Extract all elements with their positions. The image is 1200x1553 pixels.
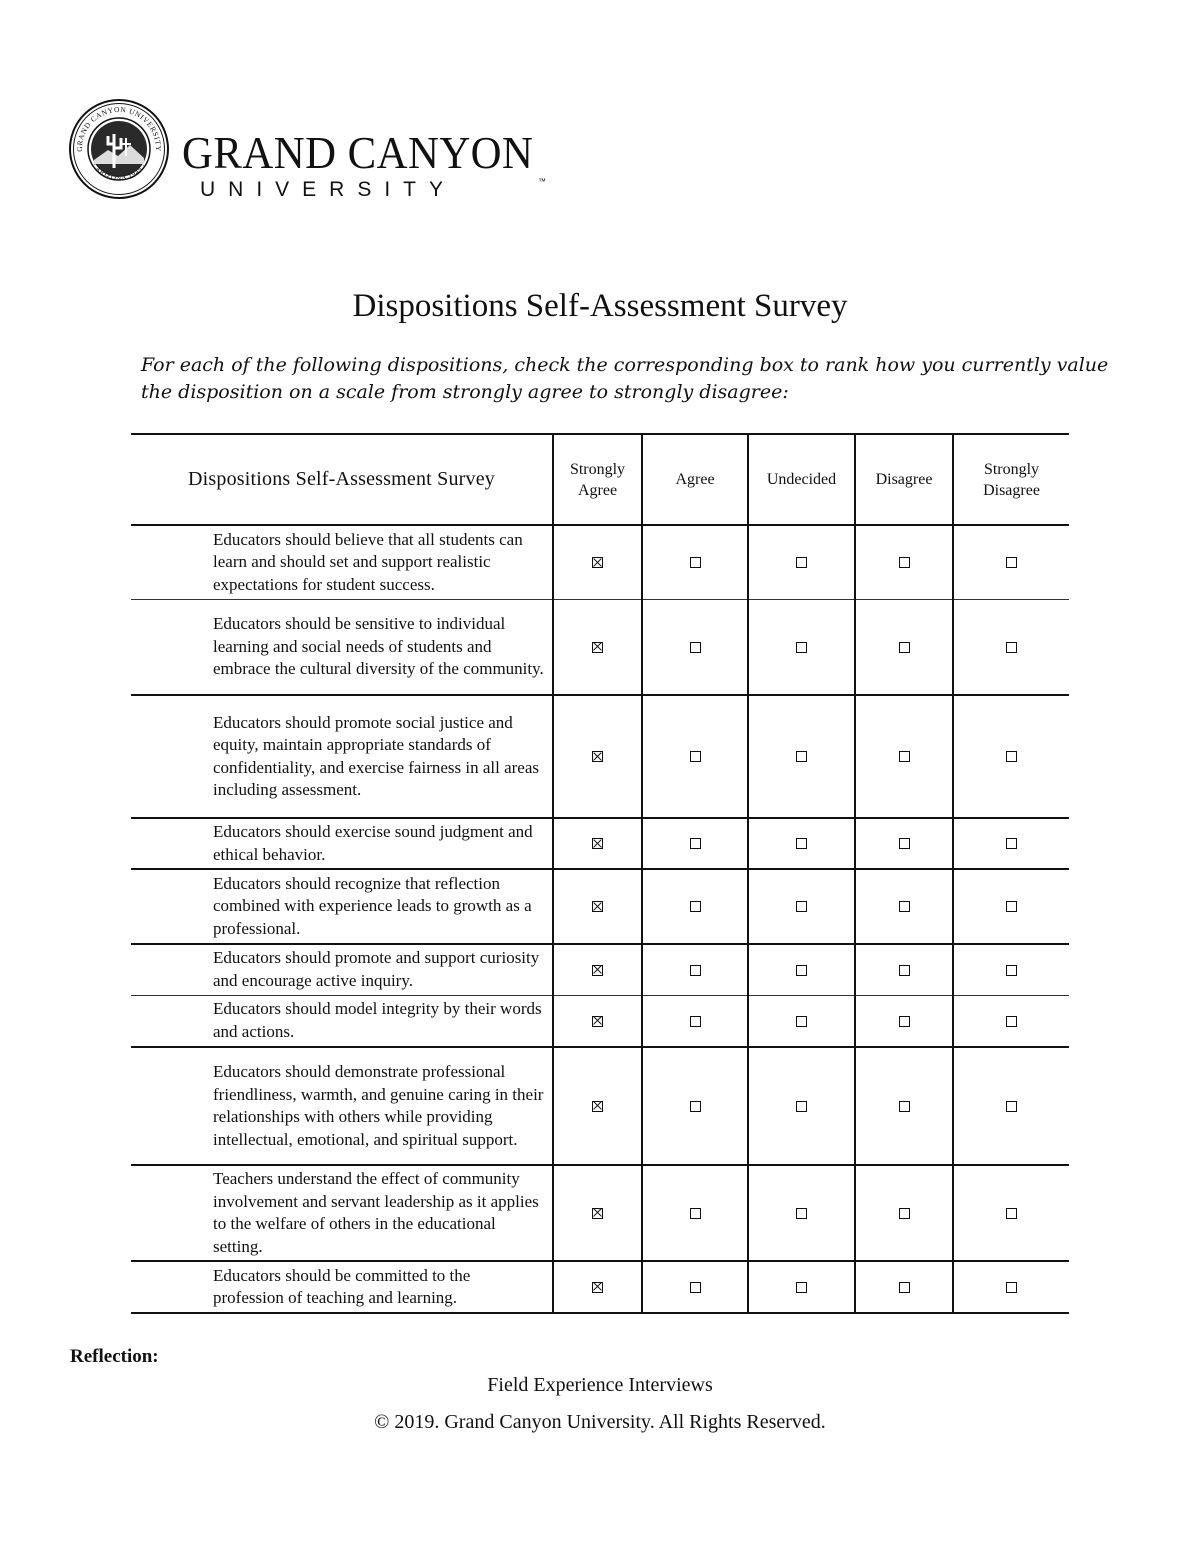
- disposition-statement: Educators should promote social justice and equity, maintain appropriate standards of confidentiality, and exercise fairness in all areas including assessment.: [213, 712, 540, 799]
- header-survey-title: Dispositions Self-Assessment Survey: [188, 468, 495, 490]
- disposition-statement: Educators should exercise sound judgment and ethical behavior.: [213, 822, 533, 864]
- empty-checkbox-icon[interactable]: [899, 642, 910, 653]
- disposition-statement: Educators should demonstrate professional friendliness, warmth, and genuine caring in their relationships with others while providing intellectual, emotional, and spiritual support.: [213, 1062, 544, 1149]
- rating-cell-strongly-disagree: [953, 869, 1069, 944]
- rating-cell-agree: [642, 995, 748, 1047]
- table-row: [131, 1047, 1069, 1165]
- empty-checkbox-icon[interactable]: [690, 1208, 701, 1219]
- checked-checkbox-icon[interactable]: [592, 1101, 603, 1112]
- rating-cell-strongly-disagree: [953, 525, 1069, 599]
- disposition-statement: Teachers understand the effect of community involvement and servant leadership as it applies to the welfare of others in the educational setting.: [213, 1169, 539, 1256]
- empty-checkbox-icon[interactable]: [1006, 1282, 1017, 1293]
- empty-checkbox-icon[interactable]: [899, 751, 910, 762]
- rating-cell-strongly-disagree: [953, 1047, 1069, 1165]
- rating-cell-strongly-agree: [553, 869, 642, 944]
- rating-cell-strongly-agree: [553, 944, 642, 995]
- footer-title: Field Experience Interviews: [487, 1374, 713, 1396]
- empty-checkbox-icon[interactable]: [899, 838, 910, 849]
- university-seal-icon: [68, 98, 170, 200]
- rating-cell-strongly-disagree: [953, 944, 1069, 995]
- rating-cell-undecided: [748, 1047, 855, 1165]
- empty-checkbox-icon[interactable]: [1006, 557, 1017, 568]
- rating-cell-disagree: [855, 1165, 953, 1261]
- rating-cell-strongly-agree: [553, 1047, 642, 1165]
- rating-cell-strongly-agree: [553, 995, 642, 1047]
- empty-checkbox-icon[interactable]: [796, 965, 807, 976]
- checked-checkbox-icon[interactable]: [592, 1208, 603, 1219]
- rating-cell-strongly-agree: [553, 1261, 642, 1313]
- empty-checkbox-icon[interactable]: [690, 838, 701, 849]
- empty-checkbox-icon[interactable]: [796, 1282, 807, 1293]
- rating-cell-disagree: [855, 1261, 953, 1313]
- rating-cell-disagree: [855, 869, 953, 944]
- checked-checkbox-icon[interactable]: [592, 1282, 603, 1293]
- university-logo: [68, 98, 548, 208]
- header-strongly-agree: [553, 434, 642, 525]
- empty-checkbox-icon[interactable]: [1006, 751, 1017, 762]
- header-line: Strongly: [983, 460, 1040, 478]
- empty-checkbox-icon[interactable]: [1006, 838, 1017, 849]
- rating-cell-disagree: [855, 525, 953, 599]
- rating-cell-agree: [642, 869, 748, 944]
- header-line: Disagree: [875, 471, 933, 488]
- rating-cell-undecided: [748, 944, 855, 995]
- rating-cell-strongly-agree: [553, 818, 642, 869]
- rating-cell-undecided: [748, 1165, 855, 1261]
- empty-checkbox-icon[interactable]: [899, 965, 910, 976]
- empty-checkbox-icon[interactable]: [1006, 642, 1017, 653]
- survey-table: [131, 433, 1069, 1314]
- empty-checkbox-icon[interactable]: [899, 901, 910, 912]
- university-name: GRAND CANYON: [182, 127, 534, 178]
- empty-checkbox-icon[interactable]: [796, 901, 807, 912]
- rating-cell-disagree: [855, 1047, 953, 1165]
- empty-checkbox-icon[interactable]: [690, 1016, 701, 1027]
- svg-text:GRAND CANYON UNIVERSITY: GRAND CANYON UNIVERSITY: [74, 104, 164, 152]
- empty-checkbox-icon[interactable]: [796, 838, 807, 849]
- disposition-statement: Educators should recognize that reflection combined with experience leads to growth as a professional.: [213, 873, 532, 938]
- empty-checkbox-icon[interactable]: [1006, 965, 1017, 976]
- header-line: Undecided: [766, 471, 837, 488]
- rating-cell-strongly-disagree: [953, 1165, 1069, 1261]
- table-row: [131, 944, 1069, 995]
- checked-checkbox-icon[interactable]: [592, 838, 603, 849]
- rating-cell-undecided: [748, 818, 855, 869]
- header-line: Disagree: [983, 481, 1040, 499]
- rating-cell-agree: [642, 695, 748, 818]
- rating-cell-strongly-agree: [553, 599, 642, 695]
- disposition-statement: Educators should be sensitive to individual learning and social needs of students and embrace the cultural diversity of the community.: [213, 614, 544, 678]
- empty-checkbox-icon[interactable]: [690, 965, 701, 976]
- header-agree: [642, 434, 748, 525]
- rating-cell-strongly-disagree: [953, 1261, 1069, 1313]
- rating-cell-agree: [642, 599, 748, 695]
- empty-checkbox-icon[interactable]: [899, 1282, 910, 1293]
- rating-cell-strongly-agree: [553, 695, 642, 818]
- disposition-statement: Educators should believe that all students can learn and should set and support realistic expectations for student success.: [213, 529, 523, 594]
- header-strongly-disagree: [953, 434, 1069, 525]
- table-row: [131, 1261, 1069, 1313]
- rating-cell-disagree: [855, 599, 953, 695]
- table-row: [131, 869, 1069, 944]
- header-undecided: [748, 434, 855, 525]
- rating-cell-disagree: [855, 944, 953, 995]
- footer-copyright: © 2019. Grand Canyon University. All Rights Reserved.: [374, 1411, 826, 1433]
- empty-checkbox-icon[interactable]: [690, 557, 701, 568]
- rating-cell-agree: [642, 525, 748, 599]
- svg-text:· ARIZONA 1949 ·: · ARIZONA 1949 ·: [90, 161, 148, 183]
- checked-checkbox-icon[interactable]: [592, 642, 603, 653]
- rating-cell-disagree: [855, 995, 953, 1047]
- table-row: [131, 525, 1069, 599]
- header-line: Strongly: [569, 460, 626, 478]
- instructions-text: For each of the following dispositions, check the corresponding box to rank how you currently value the disposition on a scale from strongly agree to strongly disagree:: [141, 354, 1109, 403]
- rating-cell-undecided: [748, 599, 855, 695]
- checked-checkbox-icon[interactable]: [592, 1016, 603, 1027]
- checked-checkbox-icon[interactable]: [592, 965, 603, 976]
- empty-checkbox-icon[interactable]: [690, 1282, 701, 1293]
- table-row: [131, 995, 1069, 1047]
- empty-checkbox-icon[interactable]: [796, 1208, 807, 1219]
- rating-cell-agree: [642, 944, 748, 995]
- empty-checkbox-icon[interactable]: [796, 751, 807, 762]
- header-line: Agree: [675, 471, 715, 488]
- table-row: [131, 599, 1069, 695]
- disposition-statement: Educators should model integrity by their words and actions.: [213, 999, 542, 1041]
- trademark-symbol: ™: [538, 177, 546, 186]
- rating-cell-strongly-agree: [553, 525, 642, 599]
- empty-checkbox-icon[interactable]: [899, 557, 910, 568]
- empty-checkbox-icon[interactable]: [899, 1101, 910, 1112]
- header-disagree: [855, 434, 953, 525]
- empty-checkbox-icon[interactable]: [1006, 1208, 1017, 1219]
- table-row: [131, 818, 1069, 869]
- empty-checkbox-icon[interactable]: [796, 557, 807, 568]
- rating-cell-agree: [642, 1261, 748, 1313]
- checked-checkbox-icon[interactable]: [592, 557, 603, 568]
- empty-checkbox-icon[interactable]: [690, 1101, 701, 1112]
- empty-checkbox-icon[interactable]: [690, 901, 701, 912]
- reflection-label: Reflection:: [70, 1346, 159, 1367]
- empty-checkbox-icon[interactable]: [1006, 1016, 1017, 1027]
- checked-checkbox-icon[interactable]: [592, 751, 603, 762]
- rating-cell-disagree: [855, 818, 953, 869]
- empty-checkbox-icon[interactable]: [796, 1101, 807, 1112]
- rating-cell-disagree: [855, 695, 953, 818]
- rating-cell-undecided: [748, 869, 855, 944]
- disposition-statement: Educators should promote and support curiosity and encourage active inquiry.: [213, 948, 540, 990]
- empty-checkbox-icon[interactable]: [796, 642, 807, 653]
- rating-cell-undecided: [748, 695, 855, 818]
- rating-cell-strongly-disagree: [953, 599, 1069, 695]
- table-header-row: [131, 434, 1069, 525]
- empty-checkbox-icon[interactable]: [899, 1208, 910, 1219]
- header-line: Agree: [577, 481, 618, 499]
- rating-cell-undecided: [748, 995, 855, 1047]
- table-row: [131, 1165, 1069, 1261]
- empty-checkbox-icon[interactable]: [899, 1016, 910, 1027]
- rating-cell-strongly-disagree: [953, 695, 1069, 818]
- empty-checkbox-icon[interactable]: [1006, 901, 1017, 912]
- empty-checkbox-icon[interactable]: [796, 1016, 807, 1027]
- empty-checkbox-icon[interactable]: [690, 642, 701, 653]
- rating-cell-agree: [642, 818, 748, 869]
- empty-checkbox-icon[interactable]: [1006, 1101, 1017, 1112]
- checked-checkbox-icon[interactable]: [592, 901, 603, 912]
- survey-rows: [131, 525, 1069, 1313]
- rating-cell-strongly-agree: [553, 1165, 642, 1261]
- university-subname: UNIVERSITY: [200, 178, 457, 201]
- rating-cell-undecided: [748, 525, 855, 599]
- empty-checkbox-icon[interactable]: [690, 751, 701, 762]
- rating-cell-strongly-disagree: [953, 995, 1069, 1047]
- page-title: Dispositions Self-Assessment Survey: [352, 288, 848, 324]
- disposition-statement: Educators should be committed to the profession of teaching and learning.: [213, 1265, 471, 1307]
- table-row: [131, 695, 1069, 818]
- rating-cell-agree: [642, 1165, 748, 1261]
- rating-cell-undecided: [748, 1261, 855, 1313]
- rating-cell-agree: [642, 1047, 748, 1165]
- rating-cell-strongly-disagree: [953, 818, 1069, 869]
